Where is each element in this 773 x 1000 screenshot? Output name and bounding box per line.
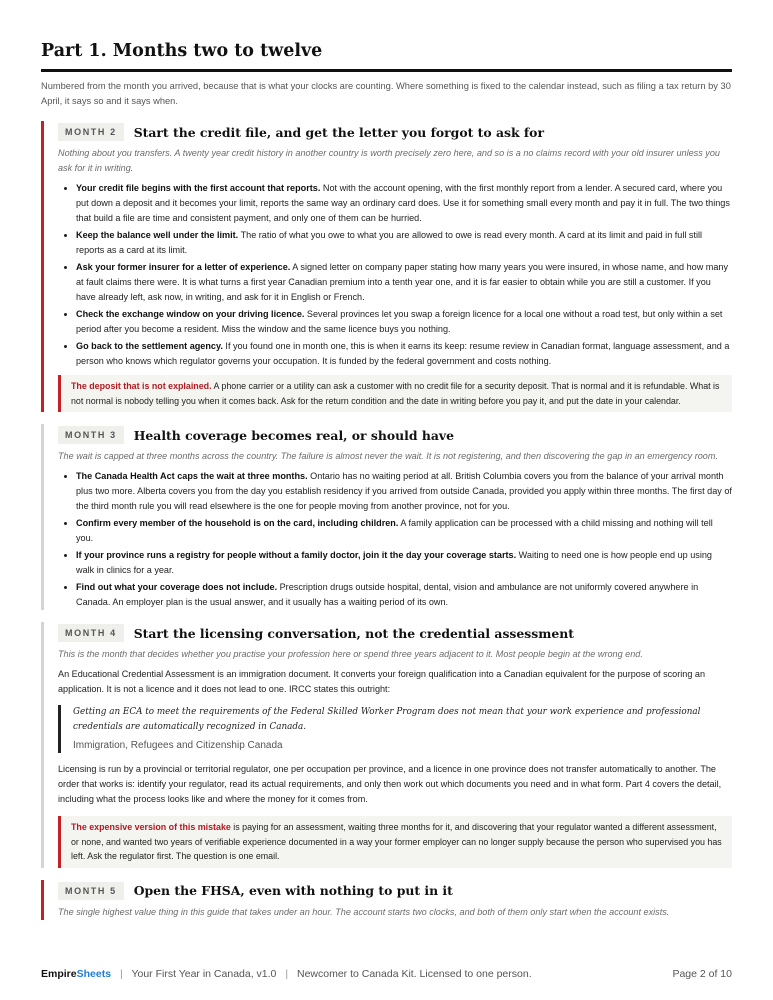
item-lead: Go back to the settlement agency. <box>76 341 223 351</box>
section-lede: The single highest value thing in this guide that takes under an hour. The account starts two clocks, and both of them only start when the account exists. <box>58 906 670 917</box>
quote-block <box>58 705 732 753</box>
footer-doc-title: Your First Year in Canada, v1.0 <box>131 968 277 980</box>
section-month-3 <box>41 424 732 610</box>
item-text: The ratio of what you owe to what you are allowed to owe is read every month. A card at its limit and paid in full still reports as a card at its limit. <box>76 230 703 255</box>
warning-note <box>58 816 732 868</box>
section-accent-bar <box>41 880 44 920</box>
section-accent-bar <box>41 622 44 868</box>
section-header <box>58 424 732 446</box>
footer-separator: | <box>119 968 123 980</box>
title-rule <box>41 69 732 72</box>
part-intro: Numbered from the month you arrived, because that is what your clocks are counting. Where something is fixed to the calendar instead, such as filing a tax return by 30 April, it says so and it says when. <box>41 81 731 106</box>
section-header <box>58 121 732 143</box>
section-title: Start the credit file, and get the letter you forgot to ask for <box>133 124 544 140</box>
note-text: A phone carrier or a utility can ask a customer with no credit file for a security deposit. That is normal and it is refundable. What is not normal is nobody telling you when it comes back. Ask for the return condition and the date in writing before you pay it, and put the date in your calendar. <box>71 381 720 406</box>
item-text: Not with the account opening, with the first monthly report from a lender. A secured card, where you put down a deposit and it becomes your limit, reports the same way an ordinary card does. Use it for something small every month and pay it in full. The two things that build a file are time and consistent payment, and only one of them can be hurried. <box>76 183 730 223</box>
page-footer <box>41 968 732 980</box>
brand-name-sheets: Sheets <box>76 968 112 980</box>
section-title: Health coverage becomes real, or should have <box>133 427 454 443</box>
list-item <box>76 469 732 514</box>
section-month-2 <box>41 121 732 412</box>
item-lead: Your credit file begins with the first account that reports. <box>76 183 321 193</box>
item-lead: Find out what your coverage does not include. <box>76 582 278 592</box>
month-tag: MONTH 5 <box>58 882 124 900</box>
month-tag: MONTH 2 <box>58 123 124 141</box>
note-lead: The expensive version of this mistake <box>71 822 231 832</box>
list-item <box>76 307 732 337</box>
section-lede: This is the month that decides whether you practise your profession here or spend three years adjacent to it. Most people begin at the wrong end. <box>58 649 643 659</box>
warning-note <box>58 375 732 412</box>
list-item <box>76 516 732 546</box>
section-accent-bar <box>41 121 44 412</box>
section-title: Start the licensing conversation, not the credential assessment <box>133 625 574 641</box>
item-text: A family application can be processed with a child missing and nothing will tell you. <box>76 518 713 543</box>
list-item <box>76 260 732 305</box>
item-text: If you found one in month one, this is when it earns its keep: resume review in Canadian format, language assessment, and a person who knows which regulator governs your occupation. It is funded by the federal government and costs nothing. <box>76 341 730 366</box>
brand-name-empire: Empire <box>41 968 77 980</box>
section-lede: The wait is capped at three months across the country. The failure is almost never the wait. It is not registering, and then discovering the gap in an emergency room. <box>58 451 718 461</box>
item-text: Waiting to need one is how people end up using walk in clinics for a year. <box>76 550 712 575</box>
note-text: is paying for an assessment, waiting three months for it, and discovering that your regulator wanted a different assessment, or none, and wanted two years of verifiable experience documented in a way your former employer can no longer supply because the person who supervised you has left. Ask the regulator first. The question is one email. <box>71 822 722 861</box>
page-content <box>41 0 732 920</box>
list-item <box>76 181 732 226</box>
item-lead: Keep the balance well under the limit. <box>76 230 239 240</box>
quote-source: Immigration, Refugees and Citizenship Canada <box>73 740 283 751</box>
footer-separator: | <box>285 968 289 980</box>
item-text: A signed letter on company paper stating how many years you were insured, in whose name, and how many at fault claims there were. It is what turns a first year Canadian premium into a tenth year one, and it is far easier to obtain while you are still a customer. If you have already left, ask now, in writing, and ask for it in English or French. <box>76 262 729 302</box>
section-month-4 <box>41 622 732 868</box>
footer-left <box>41 968 532 980</box>
part-title: Part 1. Months two to twelve <box>41 41 323 61</box>
bullet-list <box>58 469 732 610</box>
section-accent-bar <box>41 424 44 610</box>
section-header <box>58 880 732 902</box>
item-text: Ontario has no waiting period at all. British Columbia covers you from the balance of your arrival month plus two more. Alberta covers you from the day you establish residency if you arrived from outside Canada, provided you apply within three months. The first day of the third month rule you will read elsewhere is the one for people moving from another province, not for you. <box>76 471 732 511</box>
section-lede: Nothing about you transfers. A twenty year credit history in another country is worth precisely zero here, and so is a no claims record with your old insurer unless you ask for it in writing. <box>58 148 720 173</box>
quote-text: Getting an ECA to meet the requirements of the Federal Skilled Worker Program does not mean that your work experience and professional credentials are automatically recognized in Canada. <box>73 707 701 732</box>
item-text: Prescription drugs outside hospital, dental, vision and ambulance are not uniformly covered anywhere in Canada. An employer plan is the usual answer, and it usually has a waiting period of its own. <box>76 582 699 607</box>
bullet-list <box>58 181 732 369</box>
month-tag: MONTH 3 <box>58 426 124 444</box>
item-lead: Check the exchange window on your driving licence. <box>76 309 305 319</box>
body-paragraph: An Educational Credential Assessment is an immigration document. It converts your foreign qualification into a Canadian equivalent for the purpose of scoring an application. It is not a licence and it does not lead to one. IRCC states this outright: <box>58 669 706 694</box>
month-tag: MONTH 4 <box>58 624 124 642</box>
section-title: Open the FHSA, even with nothing to put in it <box>133 883 453 898</box>
item-lead: The Canada Health Act caps the wait at three months. <box>76 471 308 481</box>
footer-license: Newcomer to Canada Kit. Licensed to one person. <box>296 968 532 980</box>
item-lead: Confirm every member of the household is on the card, including children. <box>76 518 399 528</box>
item-lead: Ask your former insurer for a letter of experience. <box>76 262 291 272</box>
page-number: Page 2 of 10 <box>672 968 732 980</box>
list-item <box>76 228 732 258</box>
list-item <box>76 580 732 610</box>
list-item <box>76 339 732 369</box>
note-lead: The deposit that is not explained. <box>71 381 212 391</box>
body-paragraph: Licensing is run by a provincial or territorial regulator, one per occupation per province, and a licence in one province does not transfer automatically to another. The order that works is: identify your regulator, read its actual requirements, and only then work out which documents you need and in what form. Part 4 covers the detail, including what the process looks like and where the money for it comes from. <box>58 764 722 804</box>
section-month-5 <box>41 880 732 920</box>
item-text: Several provinces let you swap a foreign licence for a local one without a road test, but only within a set period after you become a resident. Miss the window and the same licence buys you nothing. <box>76 309 723 334</box>
list-item <box>76 548 732 578</box>
section-header <box>58 622 732 644</box>
item-lead: If your province runs a registry for people without a family doctor, join it the day your coverage starts. <box>76 550 517 560</box>
